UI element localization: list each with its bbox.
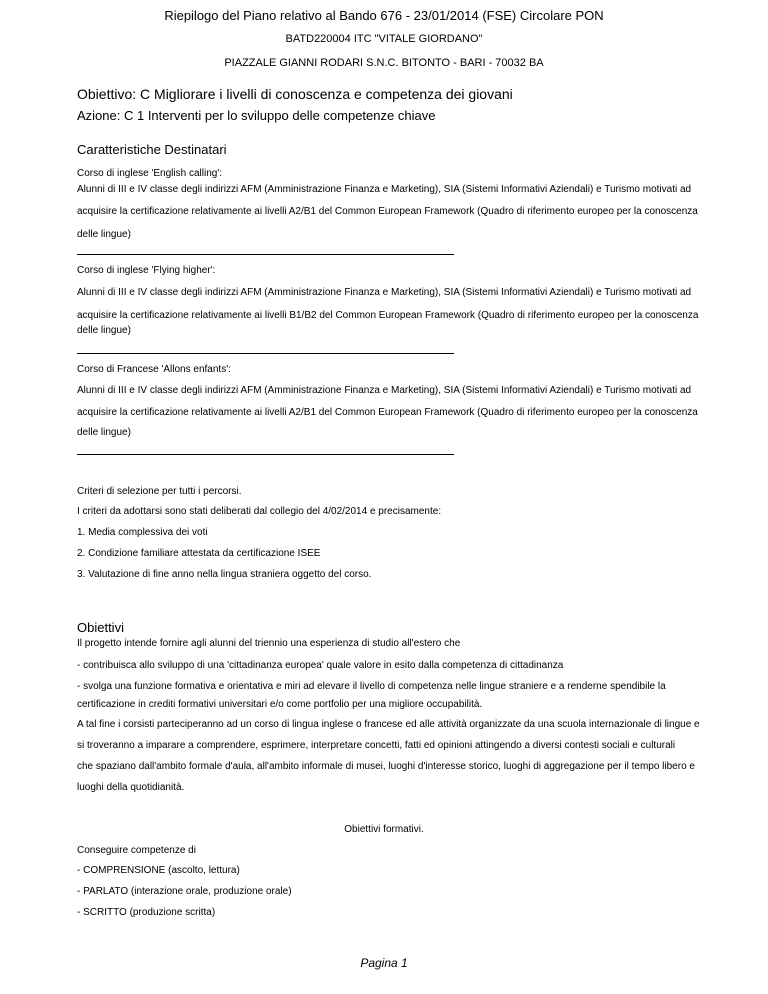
criteri-item: 1. Media complessiva dei voti	[77, 527, 208, 538]
course-3-line-1: Alunni di III e IV classe degli indirizzi AFM (Amministrazione Finanza e Marketing), SIA (Sistemi Informativi Aziendali) e Turismo motivati ad	[77, 385, 692, 396]
caratteristiche-title: Caratteristiche Destinatari	[77, 142, 227, 157]
course-2-name: Corso di inglese 'Flying higher':	[77, 265, 216, 276]
obiettivi-line: si troveranno a imparare a comprendere, esprimere, interpretare concetti, fatti ed opinioni attingendo a diversi contesti sociali e culturali	[77, 740, 676, 751]
course-1-line-3: delle lingue)	[77, 229, 131, 240]
competenze-item: - SCRITTO (produzione scritta)	[77, 907, 216, 918]
obiettivi-title: Obiettivi	[77, 620, 124, 635]
obiettivi-line: - contribuisca allo sviluppo di una 'cittadinanza europea' quale valore in esito dalla competenza di cittadinanza	[77, 660, 564, 671]
criteri-intro: I criteri da adottarsi sono stati deliberati dal collegio del 4/02/2014 e precisamente:	[77, 506, 442, 517]
obiettivi-line: che spaziano dall'ambito formale d'aula, all'ambito informale di musei, luoghi d'interesse storico, luoghi di aggregazione per il tempo libero e	[77, 761, 695, 772]
course-2-line-1: Alunni di III e IV classe degli indirizzi AFM (Amministrazione Finanza e Marketing), SIA (Sistemi Informativi Aziendali) e Turismo motivati ad	[77, 287, 692, 298]
competenze-item: - PARLATO (interazione orale, produzione orale)	[77, 886, 292, 897]
course-1-name: Corso di inglese 'English calling':	[77, 168, 223, 179]
course-3-line-3: delle lingue)	[77, 427, 131, 438]
course-1-line-2: acquisire la certificazione relativamente ai livelli A2/B1 del Common European Framework (Quadro di riferimento europeo per la conoscenza	[77, 206, 698, 217]
obiettivi-line: - svolga una funzione formativa e orientativa e miri ad elevare il livello di competenza nelle lingue straniere e a renderne spendibile la	[77, 681, 666, 692]
competenze-intro: Conseguire competenze di	[77, 845, 196, 856]
course-3-line-2: acquisire la certificazione relativamente ai livelli A2/B1 del Common European Framework (Quadro di riferimento europeo per la conoscenza	[77, 407, 698, 418]
criteri-title: Criteri di selezione per tutti i percorsi.	[77, 486, 242, 497]
azione-heading: Azione: C 1 Interventi per lo sviluppo delle competenze chiave	[77, 108, 436, 123]
course-2-line-3: delle lingue)	[77, 325, 131, 336]
page-number: Pagina 1	[360, 956, 408, 970]
obiettivi-formativi-title: Obiettivi formativi.	[344, 824, 424, 835]
course-2-line-2: acquisire la certificazione relativamente ai livelli B1/B2 del Common European Framework (Quadro di riferimento europeo per la conoscenza	[77, 310, 699, 321]
course-separator	[77, 254, 454, 255]
header-address: PIAZZALE GIANNI RODARI S.N.C. BITONTO - BARI - 70032 BA	[224, 57, 544, 69]
header-school: BATD220004 ITC "VITALE GIORDANO"	[285, 33, 483, 45]
header-title: Riepilogo del Piano relativo al Bando 676 - 23/01/2014 (FSE) Circolare PON	[164, 8, 604, 23]
course-separator	[77, 353, 454, 354]
criteri-item: 3. Valutazione di fine anno nella lingua straniera oggetto del corso.	[77, 569, 372, 580]
obiettivi-line: A tal fine i corsisti parteciperanno ad un corso di lingua inglese o francese ed alle attività organizzate da una scuola internazionale di lingue e	[77, 719, 700, 730]
course-separator	[77, 454, 454, 455]
course-1-line-1: Alunni di III e IV classe degli indirizzi AFM (Amministrazione Finanza e Marketing), SIA (Sistemi Informativi Aziendali) e Turismo motivati ad	[77, 184, 692, 195]
course-3-name: Corso di Francese 'Allons enfants':	[77, 364, 231, 375]
competenze-item: - COMPRENSIONE (ascolto, lettura)	[77, 865, 240, 876]
obiettivo-heading: Obiettivo: C Migliorare i livelli di conoscenza e competenza dei giovani	[77, 86, 513, 102]
criteri-item: 2. Condizione familiare attestata da certificazione ISEE	[77, 548, 321, 559]
obiettivi-line: Il progetto intende fornire agli alunni del triennio una esperienza di studio all'estero che	[77, 638, 461, 649]
obiettivi-line: certificazione in crediti formativi universitari e/o come portfolio per una migliore occupabilità.	[77, 699, 483, 710]
obiettivi-line: luoghi della quotidianità.	[77, 782, 185, 793]
